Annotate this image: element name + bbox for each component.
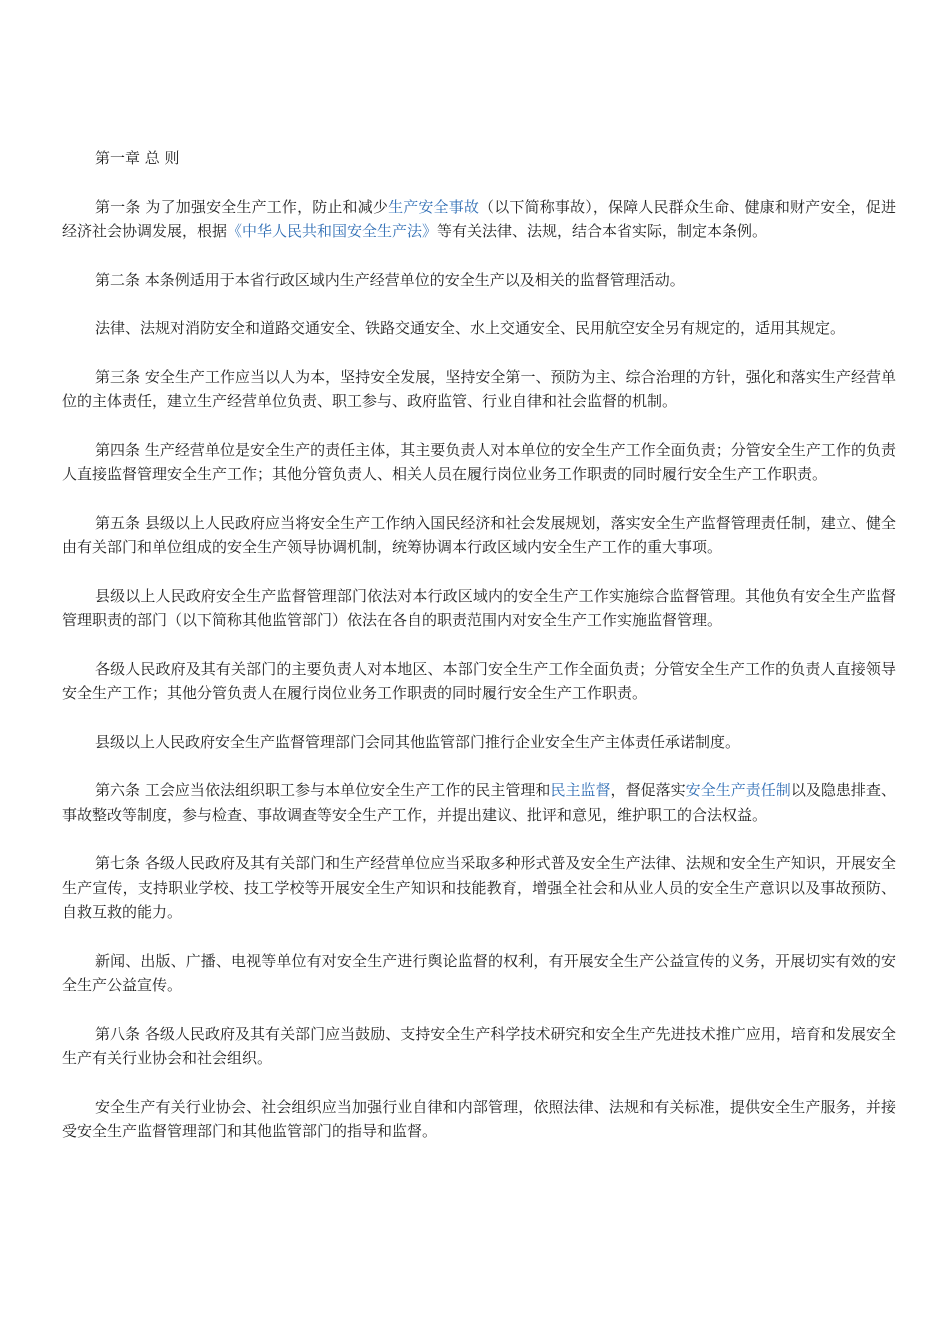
article-1-text-b: （以下简称事故），保障人民群众生命、健康和财产安全，促进经济社会协调发展，根据	[62, 197, 896, 240]
link-production-safety-accident[interactable]: 生产安全事故	[388, 197, 480, 216]
article-5-paragraph-3: 各级人民政府及其有关部门的主要负责人对本地区、本部门安全生产工作全面负责；分管安全生产工作的负责人直接领导安全生产工作；其他分管负责人在履行岗位业务工作职责的同时履行安全生产工作职责。	[62, 659, 896, 702]
document-body	[62, 146, 896, 1168]
article-7-paragraph-2: 新闻、出版、广播、电视等单位有对安全生产进行舆论监督的权利，有开展安全生产公益宣传的义务，开展切实有效的安全生产公益宣传。	[62, 951, 896, 994]
article-3: 第三条 安全生产工作应当以人为本，坚持安全发展，坚持安全第一、预防为主、综合治理的方针，强化和落实生产经营单位的主体责任，建立生产经营单位负责、职工参与、政府监管、行业自律和社会监督的机制。	[62, 367, 896, 410]
article-6	[62, 778, 896, 827]
article-6-text-c: 以及隐患排查、事故整改等制度，参与检查、事故调查等安全生产工作，并提出建议、批评和意见，维护职工的合法权益。	[62, 781, 896, 824]
article-5-paragraph-4: 县级以上人民政府安全生产监督管理部门会同其他监管部门推行企业安全生产主体责任承诺制度。	[95, 732, 741, 751]
article-2: 第二条 本条例适用于本省行政区域内生产经营单位的安全生产以及相关的监督管理活动。	[95, 270, 685, 289]
article-8-paragraph-2: 安全生产有关行业协会、社会组织应当加强行业自律和内部管理，依照法律、法规和有关标准，提供安全生产服务，并接受安全生产监督管理部门和其他监管部门的指导和监督。	[62, 1097, 896, 1140]
link-safety-responsibility-system[interactable]: 安全生产责任制	[685, 781, 791, 799]
article-4: 第四条 生产经营单位是安全生产的责任主体，其主要负责人对本单位的安全生产工作全面负责；分管安全生产工作的负责人直接监督管理安全生产工作；其他分管负责人、相关人员在履行岗位业务工作职责的同时履行安全生产工作职责。	[62, 440, 896, 483]
chapter-title: 第一章 总 则	[95, 149, 180, 167]
article-2-paragraph-2: 法律、法规对消防安全和道路交通安全、铁路交通安全、水上交通安全、民用航空安全另有规定的，适用其规定。	[95, 319, 846, 337]
article-8: 第八条 各级人民政府及其有关部门应当鼓励、支持安全生产科学技术研究和安全生产先进技术推广应用，培育和发展安全生产有关行业协会和社会组织。	[62, 1024, 896, 1067]
article-6-text-a: 第六条 工会应当依法组织职工参与本单位安全生产工作的民主管理和	[95, 781, 551, 799]
article-1-text-c: 等有关法律、法规，结合本省实际，制定本条例。	[437, 222, 768, 240]
article-1	[62, 195, 896, 244]
article-5: 第五条 县级以上人民政府应当将安全生产工作纳入国民经济和社会发展规划，落实安全生产监督管理责任制，建立、健全由有关部门和单位组成的安全生产领导协调机制，统筹协调本行政区域内安全生产工作的重大事项。	[62, 513, 896, 556]
article-5-paragraph-2: 县级以上人民政府安全生产监督管理部门依法对本行政区域内的安全生产工作实施综合监督管理。其他负有安全生产监督管理职责的部门（以下简称其他监管部门）依法在各自的职责范围内对安全生产工作实施监督管理。	[62, 586, 896, 629]
link-democratic-supervision[interactable]: 民主监督	[550, 781, 611, 799]
article-6-text-b: ，督促落实	[610, 781, 686, 799]
article-1-text-a: 第一条 为了加强安全生产工作，防止和减少	[95, 197, 389, 216]
link-safety-production-law[interactable]: 《中华人民共和国安全生产法》	[227, 222, 438, 240]
article-7: 第七条 各级人民政府及其有关部门和生产经营单位应当采取多种形式普及安全生产法律、法规和安全生产知识，开展安全生产宣传，支持职业学校、技工学校等开展安全生产知识和技能教育，增强全社会和从业人员的安全生产意识以及事故预防、自救互救的能力。	[62, 854, 896, 921]
